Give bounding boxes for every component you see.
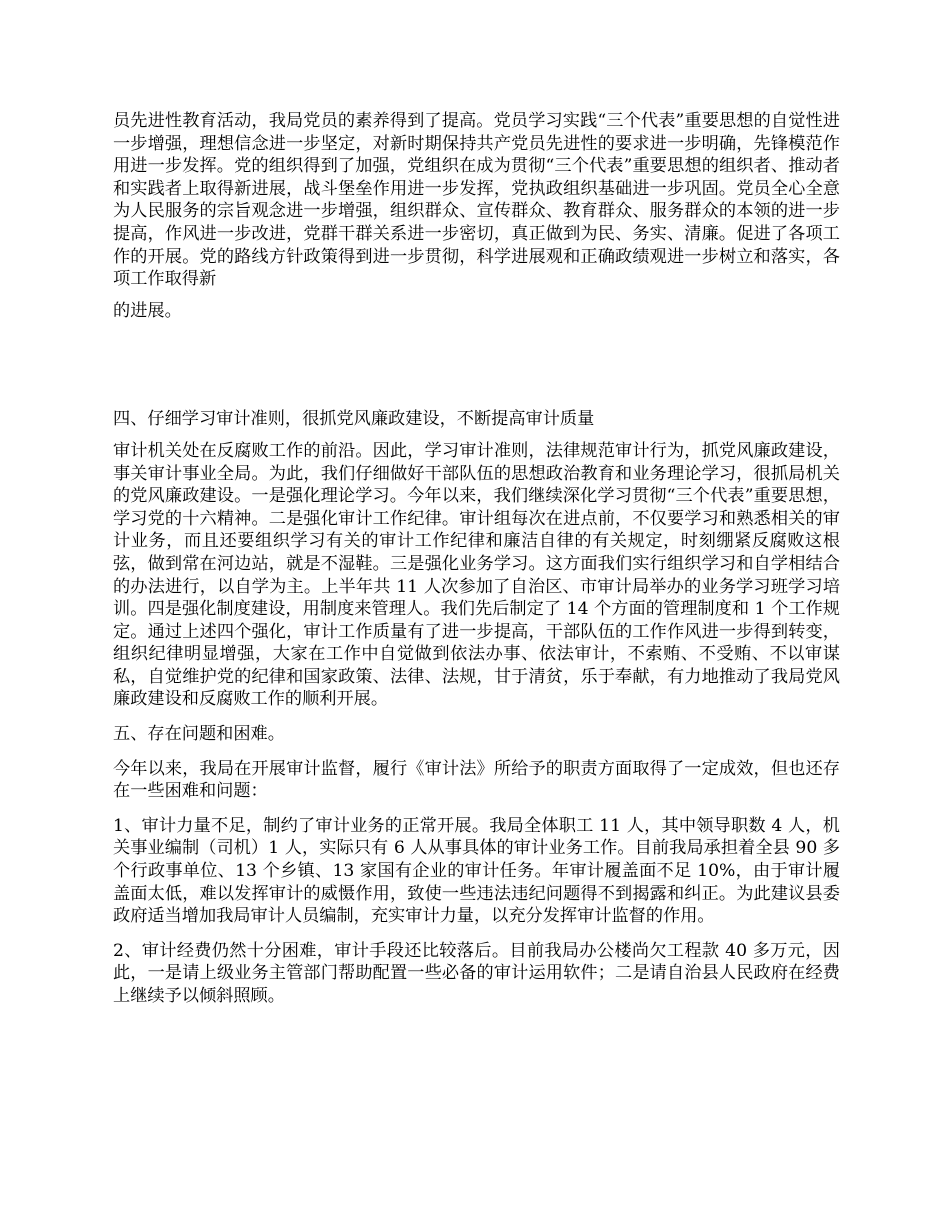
document-body <box>113 110 840 1020</box>
body-paragraph: 今年以来，我局在开展审计监督，履行《审计法》所给予的职责方面取得了一定成效，但也还存在一些困难和问题： <box>113 758 840 802</box>
list-item: 1、审计力量不足，制约了审计业务的正常开展。我局全体职工 11 人，其中领导职数 4 人，机关事业编制（司机）1 人，实际只有 6 人从事具体的审计业务工作。目前我局承担着全县 90 多个行政事单位、13 个乡镇、13 家国有企业的审计任务。年审计履盖面不足 10%，由于审计履盖面太低，难以发挥审计的威慑作用，致使一些违法违纪问题得不到揭露和纠正。为此建议县委政府适当增加我局审计人员编制，充实审计力量，以充分发挥审计监督的作用。 <box>113 815 840 927</box>
body-paragraph: 的进展。 <box>113 300 182 321</box>
section-heading: 五、存在问题和困难。 <box>113 724 285 745</box>
body-paragraph: 员先进性教育活动，我局党员的素养得到了提高。党员学习实践“三个代表”重要思想的自觉性进一步增强，理想信念进一步坚定，对新时期保持共产党员先进性的要求进一步明确，先锋模范作用进一步发挥。党的组织得到了加强，党组织在成为贯彻“三个代表”重要思想的组织者、推动者和实践者上取得新进展，战斗堡垒作用进一步发挥，党执政组织基础进一步巩固。党员全心全意为人民服务的宗旨观念进一步增强，组织群众、宣传群众、教育群众、服务群众的本领的进一步提高，作风进一步改进，党群干群关系进一步密切，真正做到为民、务实、清廉。促进了各项工作的开展。党的路线方针政策得到进一步贯彻，科学进展观和正确政绩观进一步树立和落实，各项工作取得新 <box>113 111 840 290</box>
body-paragraph: 审计机关处在反腐败工作的前沿。因此，学习审计准则，法律规范审计行为，抓党风廉政建设，事关审计事业全局。为此，我们仔细做好干部队伍的思想政治教育和业务理论学习，很抓局机关的党风廉政建设。一是强化理论学习。今年以来，我们继续深化学习贯彻“三个代表”重要思想，学习党的十六精神。二是强化审计工作纪律。审计组每次在进点前，不仅要学习和熟悉相关的审计业务，而且还要组织学习有关的审计工作纪律和廉洁自律的有关规定，时刻绷紧反腐败这根弦，做到常在河边站，就是不湿鞋。三是强化业务学习。这方面我们实行组织学习和自学相结合的办法进行，以自学为主。上半年共 11 人次参加了自治区、市审计局举办的业务学习班学习培训。四是强化制度建设，用制度来管理人。我们先后制定了 14 个方面的管理制度和 1 个工作规定。通过上述四个强化，审计工作质量有了进一步提高，干部队伍的工作作风进一步得到转变，组织纪律明显增强，大家在工作中自觉做到依法办事、依法审计，不索贿、不受贿、不以审谋私，自觉维护党的纪律和国家政策、法律、法规，甘于清贫，乐于奉献，有力地推动了我局党风廉政建设和反腐败工作的顺利开展。 <box>113 440 840 710</box>
list-item: 2、审计经费仍然十分困难，审计手段还比较落后。目前我局办公楼尚欠工程款 40 多万元，因此，一是请上级业务主管部门帮助配置一些必备的审计运用软件；二是请自治县人民政府在经费上继续予以倾斜照顾。 <box>113 940 840 1006</box>
section-heading: 四、仔细学习审计准则，很抓党风廉政建设，不断提高审计质量 <box>113 409 595 430</box>
